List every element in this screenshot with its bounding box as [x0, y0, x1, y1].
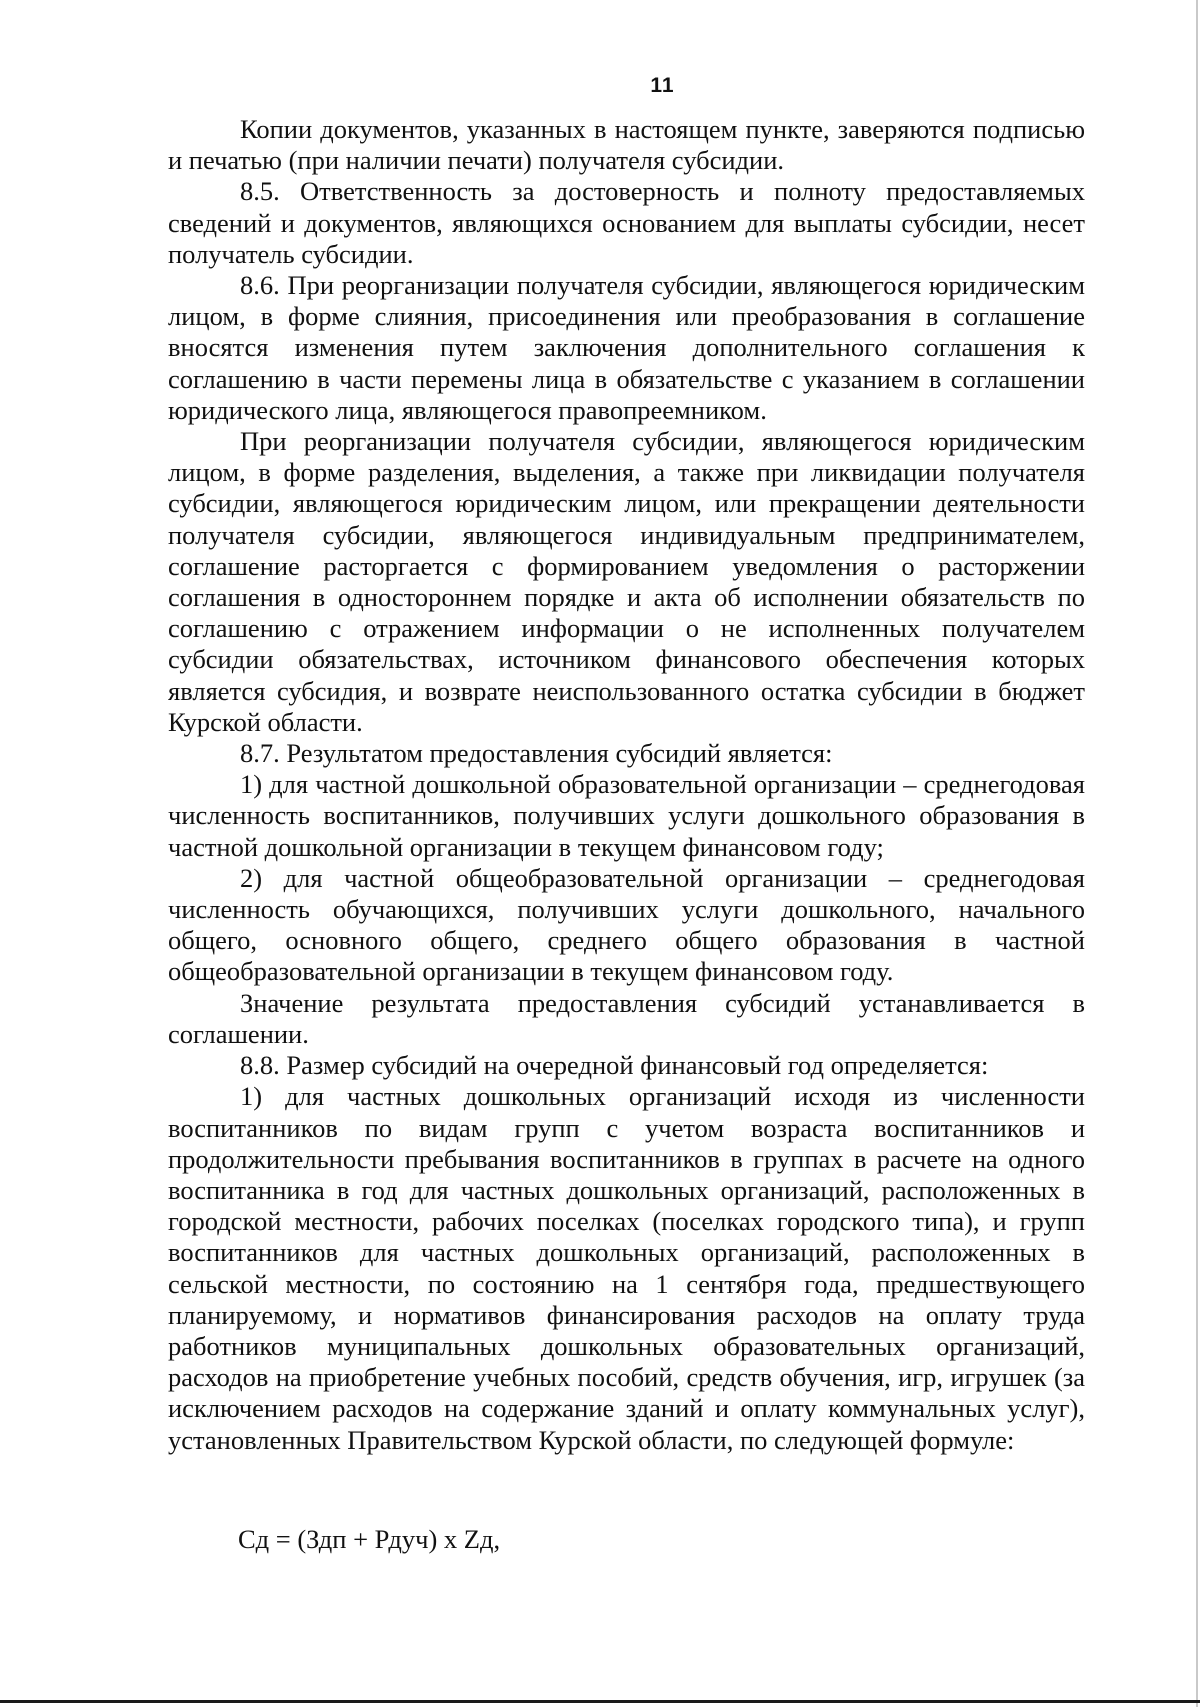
paragraph-8-5: 8.5. Ответственность за достоверность и полноту предоставляемых сведений и документов, являющихся основанием для выплаты субсидии, несет получатель субсидии. — [168, 176, 1085, 269]
subsidy-formula: Сд = (Здп + Рдуч) х Zд, — [238, 1524, 501, 1554]
scan-right-edge — [1196, 0, 1198, 1707]
paragraph-copies-certification: Копии документов, указанных в настоящем пункте, заверяются подписью и печатью (при наличии печати) получателя субсидии. — [168, 114, 1085, 176]
page-number: 11 — [650, 74, 675, 97]
paragraph-8-8-item-1: 1) для частных дошкольных организаций исходя из численности воспитанников по видам групп с учетом возраста воспитанников и продолжительности пребывания воспитанников в группах в расчете на одного воспитанника в год для частных дошкольных организаций, расположенных в городской местности, рабочих поселках (поселках городского типа), и групп воспитанников для частных дошкольных организаций, расположенных в сельской местности, по состоянию на 1 сентября года, предшествующего планируемому, и нормативов финансирования расходов на оплату труда работников муниципальных дошкольных образовательных организаций, расходов на приобретение учебных пособий, средств обучения, игр, игрушек (за исключением расходов на содержание зданий и оплату коммунальных услуг), установленных Правительством Курской области, по следующей формуле: — [168, 1081, 1085, 1455]
paragraph-8-6: 8.6. При реорганизации получателя субсидии, являющегося юридическим лицом, в форме слияния, присоединения или преобразования в соглашение вносятся изменения путем заключения дополнительного соглашения к соглашению в части перемены лица в обязательстве с указанием в соглашении юридического лица, являющегося правопреемником. — [168, 270, 1085, 425]
scan-bottom-edge — [0, 1700, 1200, 1703]
document-body — [168, 114, 1085, 1456]
paragraph-reorganization-termination: При реорганизации получателя субсидии, являющегося юридическим лицом, в форме разделения, выделения, а также при ликвидации получателя субсидии, являющегося юридическим лицом, или прекращении деятельности получателя субсидии, являющегося индивидуальным предпринимателем, соглашение расторгается с формированием уведомления о расторжении соглашения в одностороннем порядке и акта об исполнении обязательств по соглашению с отражением информации о не исполненных получателем субсидии обязательствах, источником финансового обеспечения которых является субсидия, и возврате неиспользованного остатка субсидии в бюджет Курской области. — [168, 426, 1085, 737]
paragraph-8-7: 8.7. Результатом предоставления субсидий является: — [240, 738, 833, 769]
paragraph-8-7-item-1: 1) для частной дошкольной образовательной организации – среднегодовая численность воспитанников, получивших услуги дошкольного образования в частной дошкольной организации в текущем финансовом году; — [168, 769, 1085, 862]
paragraph-result-value: Значение результата предоставления субсидий устанавливается в соглашении. — [168, 987, 1085, 1049]
paragraph-8-7-item-2: 2) для частной общеобразовательной организации – среднегодовая численность обучающихся, получивших услуги дошкольного, начального общего, основного общего, среднего общего образования в частной общеобразовательной организации в текущем финансовом году. — [168, 862, 1085, 987]
paragraph-8-8: 8.8. Размер субсидий на очередной финансовый год определяется: — [240, 1050, 989, 1081]
